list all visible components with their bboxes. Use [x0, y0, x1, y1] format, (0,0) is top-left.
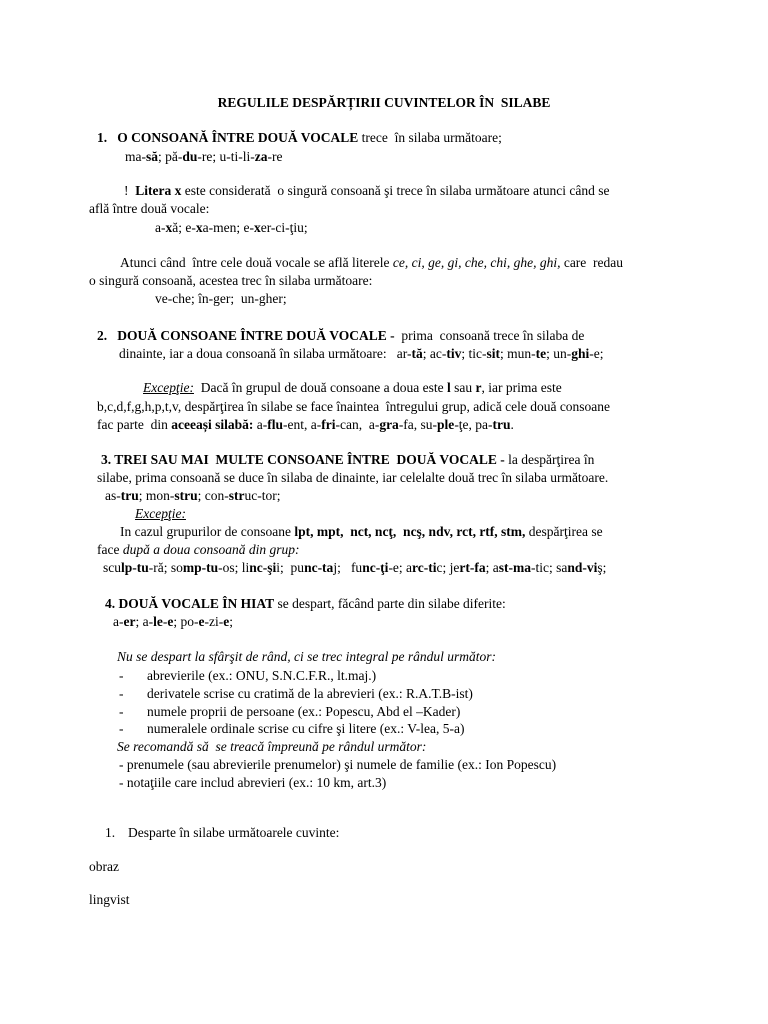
rule-4-examples-segment: - [162, 614, 168, 629]
rule-3-exception-examples [103, 559, 606, 577]
rule-3-exception-examples-segment: nc-ţi [362, 560, 389, 575]
rule-2-exception-line-segment: -can, a- [335, 417, 380, 432]
rule-3-exception-line-segment: după a doua consoană din grup: [122, 542, 300, 557]
rule-4-examples-segment: e [167, 614, 174, 629]
rule-2-exception-line-segment: -ent, a- [282, 417, 322, 432]
rule-1-heading-segment: 1. O CONSOANĂ ÎNTRE DOUĂ VOCALE [97, 130, 359, 145]
rule-1-note-groups-line [89, 272, 372, 290]
rule-2-exception-line-segment: a- [253, 417, 268, 432]
rule-1-examples-segment: -re [267, 149, 283, 164]
rule-3-exception-examples-segment: st-ma [498, 560, 532, 575]
rule-1-examples [125, 148, 283, 166]
rule-2-exception-line-segment: fri [321, 417, 336, 432]
rule-1-note-x-line-segment: este considerată o singură consoană şi trece în silaba următoare atunci când se [181, 183, 610, 198]
rule-1-note-groups-line-segment: Atunci când între cele două vocale se află literele [120, 255, 393, 270]
rule-4-examples-segment: ; [229, 614, 233, 629]
rule-2-exception-line-segment: l [447, 380, 451, 395]
rule-3-heading-line-segment: silabe, prima consoană se duce în silaba de dinainte, iar celelalte două trec în silaba următoare. [97, 470, 609, 485]
rule-1-examples-x-segment: x [165, 220, 173, 235]
rule-1-note-groups-line [120, 254, 623, 272]
rule-1-note-groups-line-segment: ce, ci, ge, gi, che, chi, ghe, ghi, [392, 255, 561, 270]
list-marker: - [119, 721, 124, 736]
rule-1-examples-segment: -re; u-ti-li- [197, 149, 255, 164]
list-item: - prenumele (sau abrevierile prenumelor) şi numele de familie (ex.: Ion Popescu) [119, 757, 557, 772]
rule-3-exception-examples-segment: -e; a [388, 560, 413, 575]
rule-3-exception-examples-segment: rc-ti [412, 560, 437, 575]
rule-3-exception-examples-segment: -ră; so [148, 560, 183, 575]
rule-2-heading-line-segment: ghi [571, 346, 590, 361]
rule-2-exception-line-segment: -fa, su- [398, 417, 438, 432]
rule-2-exception-line-segment: sau [450, 380, 476, 395]
rule-1-examples-segment: ; pă- [158, 149, 183, 164]
rule-3-exception-examples-segment: i; pu [276, 560, 305, 575]
rule-2-heading-line-segment: -e; [589, 346, 604, 361]
rule-2-heading-segment: 2. DOUĂ CONSOANE ÎNTRE DOUĂ VOCALE - [97, 328, 395, 343]
rule-1-examples-segment: za [254, 149, 268, 164]
rule-2-heading-line-segment: ; tic- [461, 346, 487, 361]
rule-4-heading-segment: 4. DOUĂ VOCALE ÎN HIAT [105, 596, 275, 611]
list-item: numele proprii de persoane (ex.: Popescu, Abd el –Kader) [147, 704, 461, 719]
rule-3-exception-line-segment: despărţirea se [525, 524, 603, 539]
rule-3-exception-examples-segment: lp-tu [121, 560, 149, 575]
list-item: abrevierile (ex.: ONU, S.N.C.F.R., lt.maj.) [147, 668, 377, 683]
rule-2-exception-line-segment: ple [437, 417, 455, 432]
rule-3-heading-segment: 3. TREI SAU MAI MULTE CONSOANE ÎNTRE DOUĂ VOCALE - [101, 452, 505, 467]
rule-1-examples-segment: să [146, 149, 159, 164]
rule-3-exception-line-segment: lpt, mpt, nct, ncţ, ncş, ndv, rct, rtf, stm, [294, 524, 526, 539]
rule-3-exception-examples-segment: c; je [436, 560, 460, 575]
rule-2-exception-line-segment: -ţe, pa- [454, 417, 493, 432]
rule-4-heading [105, 595, 506, 613]
rule-4-examples-segment: -zi- [204, 614, 224, 629]
rule-2-heading-line-segment: tă [411, 346, 423, 361]
rule-2-exception-line-segment: Dacă în grupul de două consoane a doua este [193, 380, 448, 395]
list-marker: - [119, 668, 124, 683]
rule-1-note-x-line-segment: ! [124, 183, 136, 198]
exercise-word: obraz [89, 859, 119, 874]
rule-1-heading [97, 129, 502, 147]
rule-3-exception-line [97, 541, 299, 559]
rule-1-examples-segment: du [182, 149, 198, 164]
rule-3-examples-segment: ; mon- [138, 488, 175, 503]
rule-1-examples-x-segment: a-men; e- [202, 220, 254, 235]
rule-2-exception-line-segment: tru [492, 417, 511, 432]
rule-3-exception-examples-segment: nc-şi [249, 560, 277, 575]
rule-1-examples-x-segment: er-ci-ţiu; [260, 220, 308, 235]
list-item: derivatele scrise cu cratimă de la abrevieri (ex.: R.A.T.B-ist) [147, 686, 473, 701]
rule-3-exception-examples-segment: ş; [597, 560, 607, 575]
rule-3-heading [101, 451, 594, 469]
rule-3-exception-examples-segment: ; a [485, 560, 499, 575]
rule-3-exception-examples-segment: -os; li [218, 560, 250, 575]
rule-2-exception-line-segment: flu [267, 417, 283, 432]
rule-3-exception-line-segment: In cazul grupurilor de consoane [120, 524, 295, 539]
rule-3-heading-line [97, 469, 608, 487]
rule-1-note-groups-line-segment: care redau [560, 255, 624, 270]
rule-3-examples-segment: stru [174, 488, 198, 503]
rule-1-examples-x [155, 219, 308, 237]
rule-2-exception-line-segment: aceeași silabă: [171, 417, 254, 432]
rule-1-note-x-line-segment: Litera x [135, 183, 182, 198]
rule-1-note-x-line-segment: află între două vocale: [89, 201, 210, 216]
rule-3-examples-segment: ; con- [197, 488, 229, 503]
rule-4-examples-segment: ; a- [135, 614, 154, 629]
rule-1-note-groups-line-segment: o singură consoană, acestea trec în silaba următoare: [89, 273, 373, 288]
rule-3-examples-segment: as- [105, 488, 121, 503]
rule-2-exception-line [97, 398, 610, 416]
exercise-prompt: Desparte în silabe următoarele cuvinte: [128, 825, 340, 840]
rule-3-exception-examples-segment: nd-vi [567, 560, 598, 575]
rule-3-exception-line-segment: face [97, 542, 123, 557]
rule-1-examples-x-segment: x [195, 220, 203, 235]
rule-4-examples-segment: a- [113, 614, 124, 629]
rule-1-examples-segment: ma- [125, 149, 146, 164]
no-split-label: Nu se despart la sfârşit de rând, ci se trec integral pe rândul următor: [117, 649, 496, 664]
rule-3-exception-examples-segment: rt-fa [459, 560, 486, 575]
rule-2-exception-line-segment: r [475, 380, 482, 395]
rule-1-heading-segment: trece în silaba următoare; [358, 130, 502, 145]
rule-3-exception-label: Excepţie: [135, 506, 186, 521]
rule-2-heading-line-segment: ; mun- [499, 346, 536, 361]
rule-2-heading-line-segment: ; ac- [422, 346, 447, 361]
rule-2-heading-segment: prima consoană trece în silaba de [394, 328, 585, 343]
rule-2-exception-line [143, 379, 562, 397]
list-marker: - [119, 686, 124, 701]
rule-2-heading-line-segment: sit [486, 346, 500, 361]
rule-3-examples-segment: uc-tor; [244, 488, 281, 503]
rule-2-exception-line-segment: , iar prima este [481, 380, 562, 395]
rule-4-examples-segment: e [198, 614, 205, 629]
rule-2-exception-line-segment: b,c,d,f,g,h,p,t,v, despărţirea în silabe se face înaintea întregului grup, adică cele două consoane [97, 399, 611, 414]
rule-3-exception-examples-segment: mp-tu [182, 560, 219, 575]
rule-2-exception-line-segment: . [510, 417, 514, 432]
page-title: REGULILE DESPĂRȚIRII CUVINTELOR ÎN SILABE [217, 95, 551, 110]
rule-1-examples-groups [155, 290, 287, 308]
rule-4-examples-segment: ; po- [173, 614, 199, 629]
rule-2-heading-line-segment: dinainte, iar a doua consoană în silaba următoare: ar- [119, 346, 412, 361]
rule-3-exception-examples-segment: scu [103, 560, 121, 575]
rule-1-note-x-line [89, 200, 209, 218]
list-item: - notaţiile care includ abrevieri (ex.: 10 km, art.3) [119, 775, 387, 790]
rule-3-exception-line [120, 523, 603, 541]
rule-2-exception-line-segment: fac parte din [97, 417, 172, 432]
rule-2-heading-line [119, 345, 604, 363]
rule-2-heading-line-segment: tiv [446, 346, 462, 361]
rule-3-exception-examples-segment: nc-ta [304, 560, 334, 575]
exercise-word: lingvist [89, 892, 130, 907]
rule-3-exception-examples-segment: -tic; sa [531, 560, 568, 575]
rule-2-heading [97, 327, 584, 345]
rule-1-examples-x-segment: ă; e- [172, 220, 196, 235]
rule-1-examples-groups-segment: ve-che; în-ger; un-gher; [155, 291, 287, 306]
rule-4-examples-segment: e [223, 614, 230, 629]
list-marker: - [119, 704, 124, 719]
rule-4-examples-segment: er [123, 614, 136, 629]
rule-2-exception-line [97, 416, 514, 434]
rule-4-examples [113, 613, 233, 631]
rule-3-examples-segment: str [228, 488, 245, 503]
list-item: numeralele ordinale scrise cu cifre şi litere (ex.: V-lea, 5-a) [147, 721, 465, 736]
rule-3-examples [105, 487, 281, 505]
exercise-number: 1. [105, 825, 116, 840]
rule-2-exception-line-segment: gra [379, 417, 399, 432]
rule-1-note-x-line [124, 182, 609, 200]
rule-4-examples-segment: le [153, 614, 163, 629]
rule-3-examples-segment: tru [120, 488, 139, 503]
rule-3-exception-examples-segment: j; fu [333, 560, 363, 575]
keep-together-label: Se recomandă să se treacă împreună pe rândul următor: [117, 739, 427, 754]
rule-1-examples-x-segment: x [253, 220, 261, 235]
rule-4-heading-segment: se despart, făcând parte din silabe diferite: [274, 596, 506, 611]
rule-2-heading-line-segment: te [535, 346, 547, 361]
rule-3-heading-segment: la despărţirea în [504, 452, 595, 467]
rule-2-exception-line-segment: Excepţie: [143, 380, 194, 395]
rule-2-heading-line-segment: ; un- [546, 346, 572, 361]
rule-1-examples-x-segment: a- [155, 220, 166, 235]
